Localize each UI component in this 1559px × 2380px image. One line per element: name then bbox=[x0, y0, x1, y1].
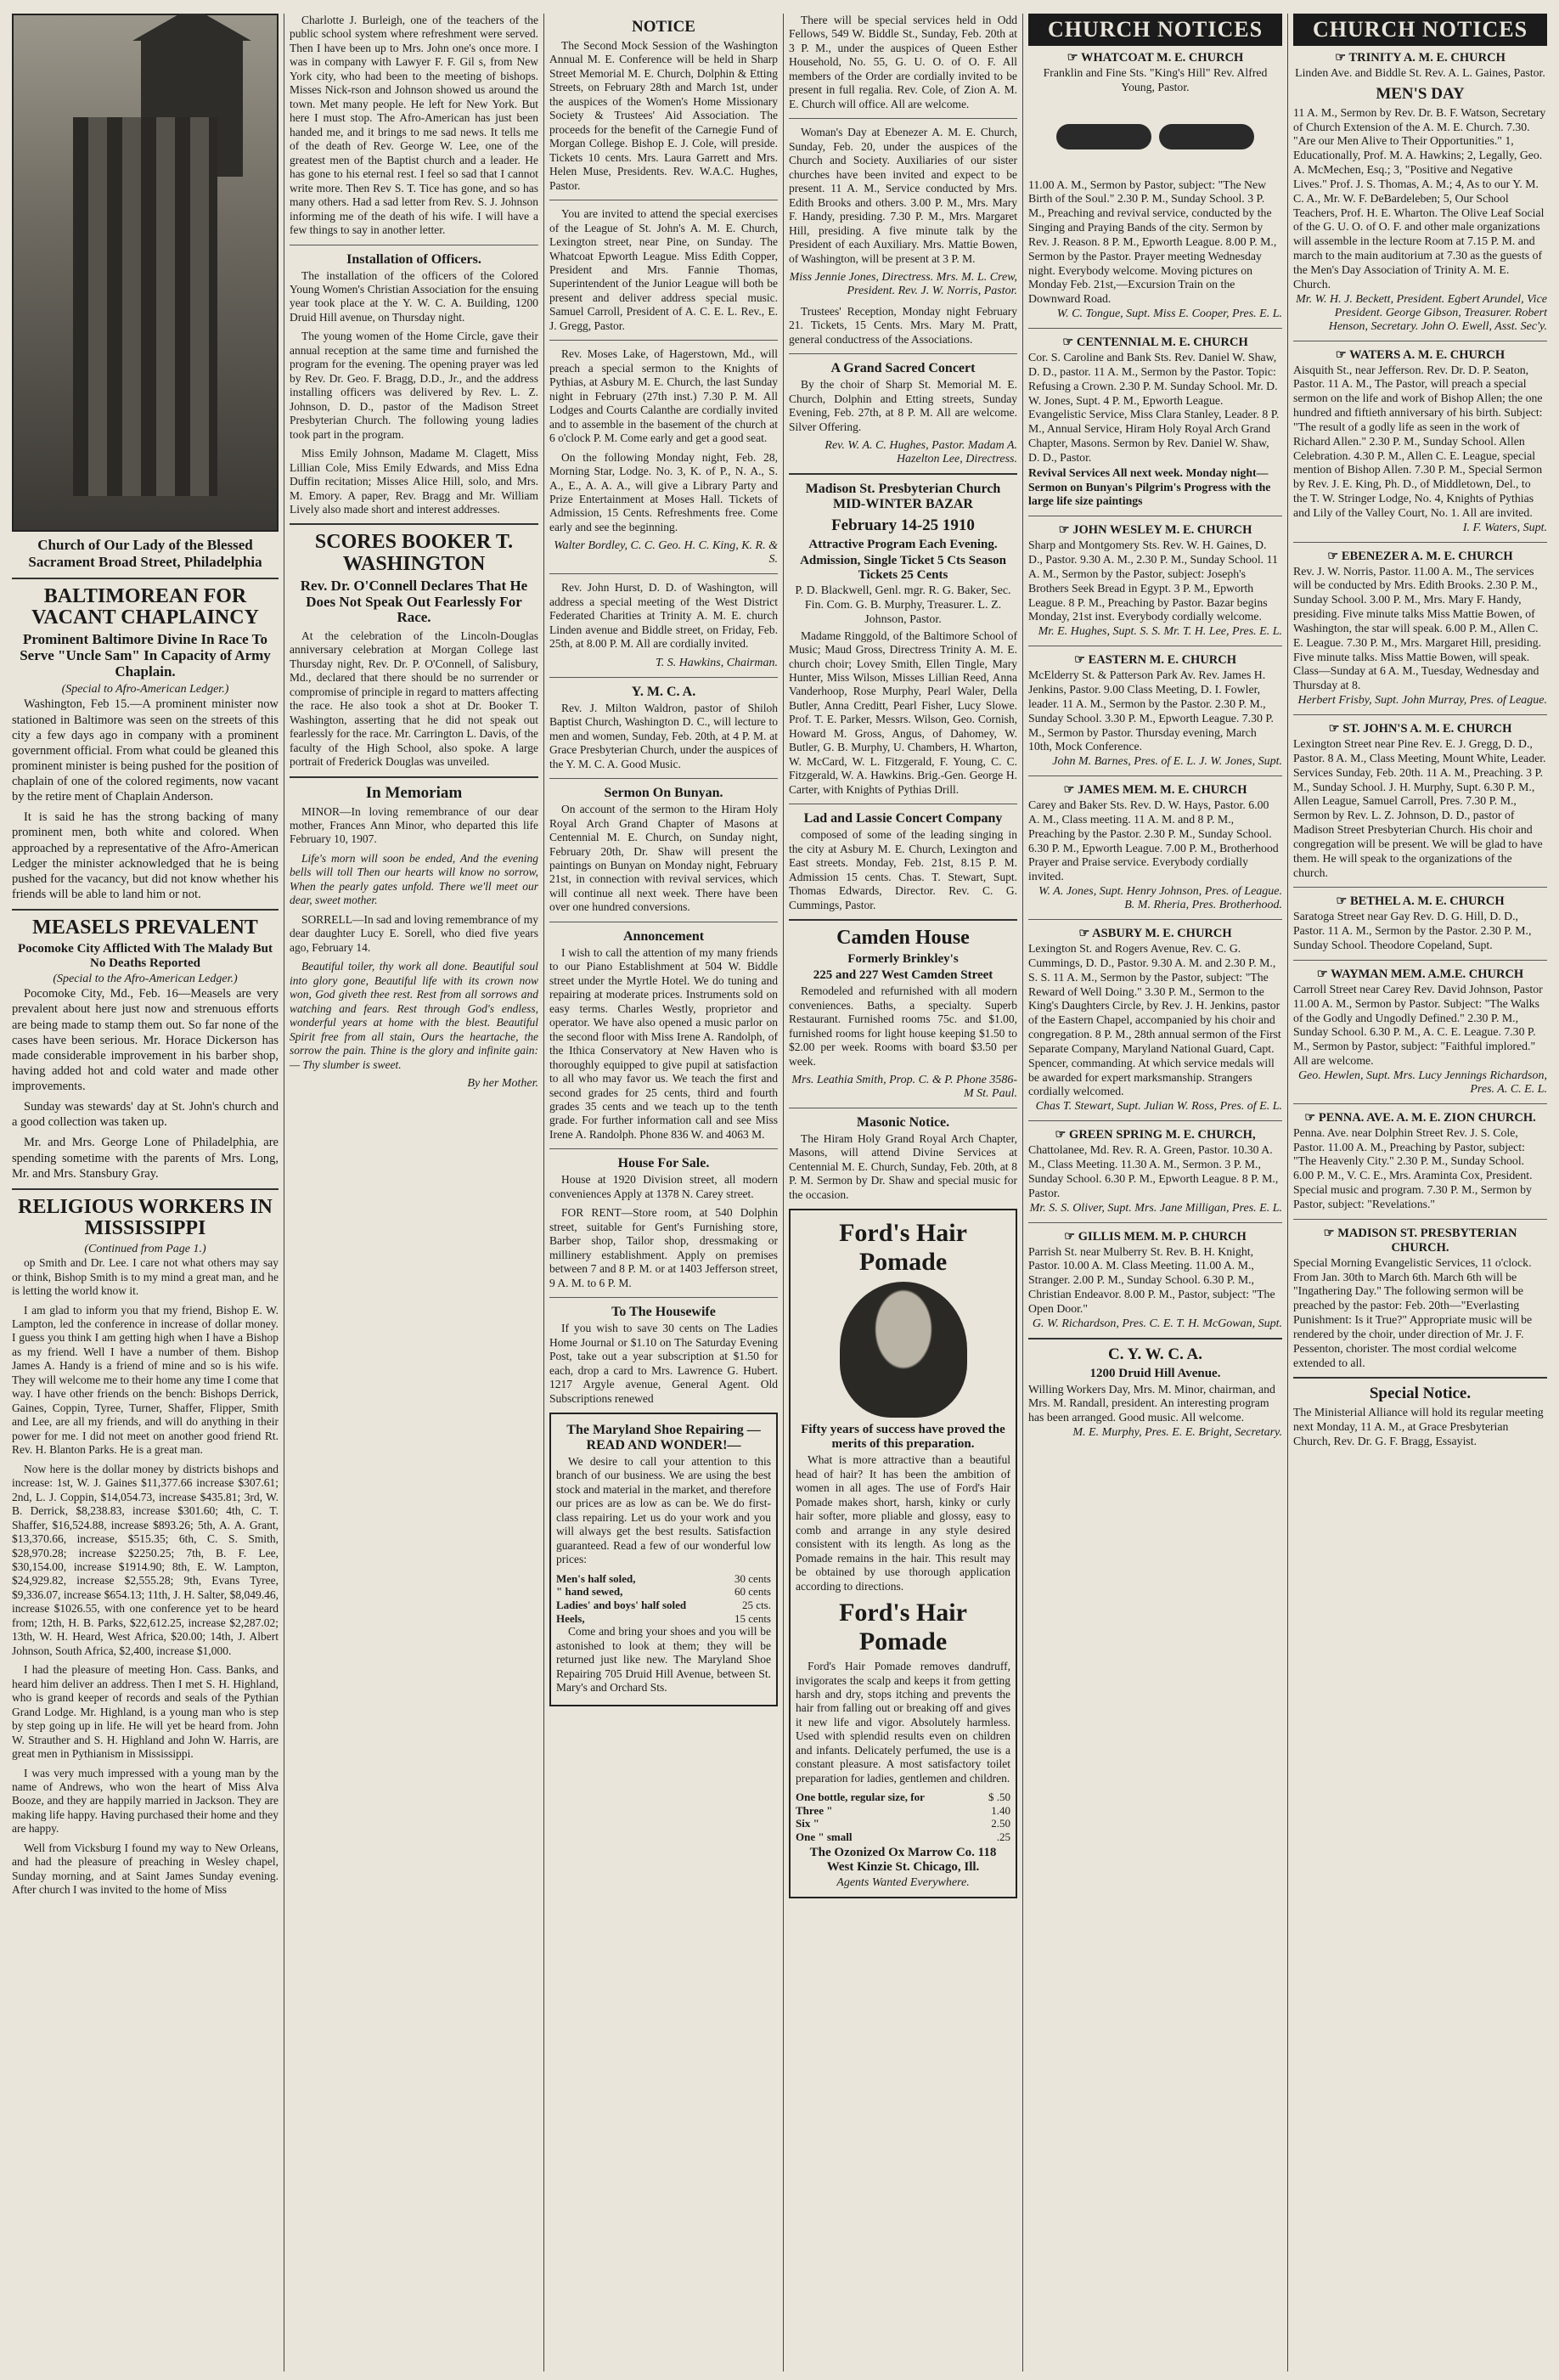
shoe-repair-ad bbox=[549, 1413, 778, 1706]
divider bbox=[12, 1188, 279, 1190]
price-item: Six " bbox=[796, 1817, 819, 1830]
house-sale-paragraph: House at 1920 Division street, all modern conveniences Apply at 1378 N. Carey street. bbox=[549, 1173, 778, 1200]
price-item: Three " bbox=[796, 1803, 833, 1817]
bazar-headline: Madison St. Presbyterian Church MID-WINTER BAZAR bbox=[805, 482, 1001, 512]
camden-paragraph: Remodeled and refurnished with all modern conveniences. Baths, a specialty. Superb Restaurant. Furnished rooms 75c. and $1.00, furnished rooms for light house keeping $1.50 to $2.00 per week. Rooms with board $3.50 per week. bbox=[789, 984, 1017, 1068]
for-rent-paragraph: FOR RENT—Store room, at 540 Dolphin street, suitable for Gent's Furnishing store, Barber shop, Tailor shop, dressmaking or millinery establishment. Apply on premises between 7 and 8 P. M. or at 1403 Jefferson street, 9 A. M. to 6 P. M. bbox=[549, 1206, 778, 1289]
divider bbox=[789, 353, 1017, 354]
memoriam-signature: By her Mother. bbox=[467, 1076, 538, 1090]
church-schedule: McElderry St. & Patterson Park Av. Rev. James H. Jenkins, Pastor. 9.00 Class Meeting, D. I. Fowler, leader. 11 A. M., Sermon by the Pastor. 2.30 P. M., Sunday School. 3.30 P. M., Epworth League. 7.30 P. M., Sermon by Pastor. Thursday evening, March 10th, Mock Conference. bbox=[1028, 668, 1274, 753]
memoriam-headline: In Memoriam bbox=[365, 783, 463, 802]
price-value: 2.50 bbox=[991, 1817, 1010, 1830]
church-heading: ☞ JOHN WESLEY M. E. CHURCH bbox=[1028, 523, 1282, 538]
divider bbox=[1293, 887, 1547, 888]
cywca-paragraph: Willing Workers Day, Mrs. M. Minor, chairman, and Mrs. M. Randall, president. An interesting program has been arranged. Good music. All welcome. bbox=[1028, 1382, 1275, 1424]
church-schedule: Parrish St. near Mulberry St. Rev. B. H. Knight, Pastor. 10.00 A. M. Class Meeting. 11.00 A. M., Stranger. 2.00 P. M., Sunday School. 6.30 P. M., Christian Endeavor. 8.00 P. M., Pastor, subject: "The Open Door." bbox=[1028, 1244, 1275, 1315]
church-address: Franklin and Fine Sts. "King's Hill" Rev. Alfred Young, Pastor. bbox=[1043, 66, 1268, 93]
church-signature: Herbert Frisby, Supt. John Murray, Pres. of League. bbox=[1297, 694, 1547, 708]
church-schedule: Sharp and Montgomery Sts. Rev. W. H. Gaines, D. D., Pastor. 9.30 A. M., 2.30 P. M., Sunday School. 11 A. M., Sermon by the Pastor, subject: Joseph's Brothers Seek Bread in Egypt. 3 P. M., Epworth League. 8 P. M., Preaching by Pastor. Bazar begins Monday, 21st inst. Everybody cordially welcome. bbox=[1028, 539, 1278, 623]
price-value: 60 cents bbox=[734, 1585, 771, 1599]
chaplaincy-deck: Prominent Baltimore Divine In Race To Serve "Uncle Sam" In Capacity of Army Chaplain. bbox=[20, 631, 271, 680]
church-heading: ☞ JAMES MEM. M. E. CHURCH bbox=[1028, 783, 1282, 798]
church-heading: ☞ WATERS A. M. E. CHURCH bbox=[1293, 348, 1547, 363]
measles-paragraph: Sunday was stewards' day at St. John's church and a good collection was taken up. bbox=[12, 1100, 279, 1130]
price-item: One " small bbox=[796, 1830, 853, 1844]
chaplaincy-paragraph: It is said he has the strong backing of many prominent men, both white and colored. When approached by a representative of the Afro-American Ledger the minister acknowledged that he is being pushed for the vacancy, but did not know whether his friends will be able to land him or not. bbox=[12, 810, 279, 901]
shoe-price-row bbox=[556, 1585, 771, 1599]
divider bbox=[789, 473, 1017, 475]
church-signature: Mr. S. S. Oliver, Supt. Mrs. Jane Milligan, Pres. E. L. bbox=[1029, 1201, 1282, 1215]
church-heading: ☞ MADISON ST. PRESBYTERIAN CHURCH. bbox=[1293, 1227, 1547, 1255]
fords-price-row bbox=[796, 1791, 1010, 1804]
divider bbox=[1293, 1219, 1547, 1220]
divider bbox=[290, 776, 538, 778]
church-heading: ☞ EBENEZER A. M. E. CHURCH bbox=[1293, 550, 1547, 564]
church-signature: W. C. Tongue, Supt. Miss E. Cooper, Pres. E. L. bbox=[1056, 307, 1282, 321]
camden-address: 225 and 227 West Camden Street bbox=[813, 968, 993, 983]
divider bbox=[1028, 1222, 1282, 1223]
installation-paragraph: The young women of the Home Circle, gave their annual reception at the same time and furnished the program for the evening. The opening prayer was led by Rev. Dr. Geo. F. Bragg, D.D., Jr., and the address installing officers was delivered by Rev. L. Z. Johnson, D. D., pastor of the Madison Street Presbyterian Church. The following young ladies took part in the program. bbox=[290, 330, 538, 441]
booker-headline: SCORES BOOKER T. WASHINGTON bbox=[314, 531, 514, 575]
church-heading: ☞ ST. JOHN'S A. M. E. CHURCH bbox=[1293, 722, 1547, 736]
notice-paragraph: The Second Mock Session of the Washington Annual M. E. Conference will be held in Sharp Street Memorial M. E. Church, Dolphin & Etting Streets, on February 28th and March 1st, under the auspices of the Women's Home Missionary Society & Trustees' Aid Association. The proceeds for the benefit of the Carnegie Fund of Morgan College. Bishop E. J. Cole, will preside. Tickets 10 cents. Mrs. Laura Garrett and Mrs. Helen Muse, Presidents. Rev. W.A.C. Hughes, Pastor. bbox=[549, 38, 778, 192]
fords-agents: Agents Wanted Everywhere. bbox=[836, 1875, 970, 1889]
divider bbox=[290, 523, 538, 525]
fords-headline-repeat: Ford's Hair Pomade bbox=[839, 1599, 967, 1656]
booker-paragraph: At the celebration of the Lincoln-Douglas anniversary celebration at Morgan College last Thursday night, Rev. Dr. P. O'Connell, of Salisbury, Md., declared that there should be no surrender or compromise of principle in regard to matters affecting the race. He also took a shot at Dr. Booker T. Washington, asserting that he did not speak out fearlessly for the race. Mr. Carrington L. Davis, of the faculty of the High School, also spoke. A large portrait of Frederick Douglas was unveiled. bbox=[290, 629, 538, 769]
measles-deck: Pocomoke City Afflicted With The Malady But No Deaths Reported bbox=[18, 942, 273, 971]
odd-fellows-notice: There will be special services held in Odd Fellows, 549 W. Biddle St., Sunday, Feb. 20th at 3 P. M., under the auspices of Queen Esther Household, No. 55, G. U. O. of O. F. All members of the Order are cordially invited to be present in full regalia. Rev. Cole, of Zion A. M. E. Church will office. All are welcome. bbox=[789, 14, 1017, 110]
price-value: $ .50 bbox=[988, 1791, 1010, 1804]
announcement-paragraph: I wish to call the attention of my many friends to our Piano Establishment at 504 W. Biddle street under the Myrtle Hotel. We do tuning and repairing at moderate prices. Instruments sold on easy terms. Charles Westly, proprietor and operator. We have also opened a music parlor on the second floor with Miss Irene A. Randolph, of the Ithica Conservatory at New Haven who is thoroughly equipped to give pupil at satisfaction to all who may favor us. We teach the first and second grades for 25 cents, third and fourth grades 35 cents and we teach up to the tenth grade. For further information call and see Miss Irene A. Randolph. Phone 836 W. and 4063 M. bbox=[549, 945, 778, 1141]
price-value: 25 cts. bbox=[742, 1598, 771, 1611]
camden-headline: Camden House bbox=[836, 927, 970, 950]
price-item: " hand sewed, bbox=[556, 1585, 623, 1599]
league-invitation: You are invited to attend the special exercises of the League of St. John's A. M. E. Church, Lexington street, near Pine, on Sunday. The Whatcoat Epworth League. Miss Edith Copper, President and Mrs. Fannie Thomas, Superintendent of the Junior League will both be present and deliver address special music. Samuel Carroll, President of A. C. E. L. Rev., E. J. Gregg, Pastor. bbox=[549, 207, 778, 332]
church-heading: ☞ BETHEL A. M. E. CHURCH bbox=[1293, 894, 1547, 909]
divider bbox=[1293, 1377, 1547, 1379]
church-heading: ☞ ASBURY M. E. CHURCH bbox=[1028, 927, 1282, 941]
religious-paragraph: Now here is the dollar money by districts bishops and increase: 1st, W. J. Gaines $11,377.66 increase $307.61; 2nd, L. J. Coppin, $14,054.73, increase $435.81; 3rd, W. B. Derrick, $8,238.83, increase $301.60; 4th, C. T. Shaffer, $16,524.88, increase $893.26; 5th, A. A. Grant, $13,370.66, increase, $515.35; 6th, C. S. Smith, $28,970.28; increase $2250.25; 7th, B. F. Lee, $30,154.00, increase $1914.90; 8th, E. W. Lampton, $24,929.82, increase $2,555.28; 9th, Evans Tyree, $9,336.07, increase $654.13; 11th, J. H. Salter, $8,049.46, increase $1026.55, with one conference yet to be heard from; 12th, H. B. Parks, $22,612.25, increase $2,287.02; 13th, W. H. Heard, West Africa, $20.00; 14th, J. Albert Johnson, South Africa, $2,400, increase $1,000. bbox=[12, 1462, 279, 1657]
price-item: Heels, bbox=[556, 1611, 585, 1625]
photo-caption: Church of Our Lady of the Blessed Sacrament Broad Street, Philadelphia bbox=[28, 537, 262, 570]
chaplaincy-dateline: (Special to Afro-American Ledger.) bbox=[61, 683, 229, 697]
house-sale-headline: House For Sale. bbox=[617, 1156, 710, 1171]
chaplaincy-headline: BALTIMOREAN FOR VACANT CHAPLAINCY bbox=[31, 585, 259, 629]
religious-paragraph: Well from Vicksburg I found my way to New Orleans, and had the pleasure of preaching in Wesley chapel, Sunday morning, and at Saint James Sunday evening. After church I was invited to the home of Miss bbox=[12, 1841, 279, 1897]
housewife-headline: To The Housewife bbox=[611, 1305, 716, 1320]
fords-company: The Ozonized Ox Marrow Co. 118 West Kinzie St. Chicago, Ill. bbox=[809, 1845, 997, 1874]
concert-headline: A Grand Sacred Concert bbox=[830, 361, 976, 376]
bazar-admission: Admission, Single Ticket 5 Cts Season Tickets 25 Cents bbox=[800, 554, 1006, 583]
measles-headline: MEASELS PREVALENT bbox=[32, 916, 258, 939]
church-heading: ☞ WHATCOAT M. E. CHURCH bbox=[1028, 51, 1282, 65]
divider bbox=[1293, 1103, 1547, 1104]
divider bbox=[789, 919, 1017, 921]
camden-signature: Mrs. Leathia Smith, Prop. C. & P. Phone 3586-M St. Paul. bbox=[791, 1074, 1017, 1101]
religious-headline: RELIGIOUS WORKERS IN MISSISSIPPI bbox=[18, 1195, 273, 1239]
church-signature: W. A. Jones, Supt. Henry Johnson, Pres. of League. B. M. Rheria, Pres. Brotherhood. bbox=[1038, 885, 1282, 912]
church-heading: ☞ TRINITY A. M. E. CHURCH bbox=[1293, 51, 1547, 65]
church-schedule: 11 A. M., Sermon by Rev. Dr. B. F. Watson, Secretary of Church Extension of the A. M. E. Church. 7.30. "Are our Men Alive to Their Opportunities." 1, Educationally, Prof. M. A. Hawkins; 2, Legally, Geo. A. McMechen, Esq.; 3, "Positive and Negative Lives." Prof. J. S. Thomas, A. M.; 4, As to our Y. M. C. A., Mr. W. F. DeBardeleben; 5, Our School Teachers, Prof. H. E. Wharton. The Olive Leaf Social of the G. U. O. of O. F. and other male organizations will assemble in the lecture Room at 7.15 P. M. and march to the main auditorium at 7.30 as the guests of the Men's Day Association of Trinity A. M. E. Church. bbox=[1293, 105, 1546, 290]
womens-day-signature: Miss Jennie Jones, Directress. Mrs. M. L. Crew, President. Rev. J. W. Norris, Pastor. bbox=[789, 270, 1017, 297]
church-schedule: Lexington Street near Pine Rev. E. J. Gregg, D. D., Pastor. 8 A. M., Class Meeting, Mount White, Leader. Services Sunday, Feb. 20th. 11 A. M., Preaching. 3 P. M., Sunday School. J. H. Murphy, Supt. 6.30 P. M., Allen League, Samuel Carroll, Pres. 7.30 P. M., Sermon by Rev. L. Z. Johnson, D. D., pastor of Madison Street Presbyterian Church. His choir and congregation will be present. We will be glad to have them. He will speak to the organizations of the church. bbox=[1293, 737, 1546, 879]
religious-paragraph: I am glad to inform you that my friend, Bishop E. W. Lampton, led the conference in increase of dollar money. I guess you think I am getting high when I have a Bishop as my friend. Well I have a number of them. Bishop James A. Handy is a friend of mine and so is his wife. They will welcome me to their home any time I come that way. I have other friends on the bench: Bishops Derrick, Gaines, Coppin, Tyree, Turner, Shaffer, Flipper, Smith and Lee, are all my friends, and will do anything in their power for me. I did not meet on another good friend Rt. Rev. H. Blanton Parks. He is a great man. bbox=[12, 1303, 279, 1457]
church-address: Linden Ave. and Biddle St. Rev. A. L. Gaines, Pastor. bbox=[1295, 66, 1545, 79]
bazar-subtitle: Attractive Program Each Evening. bbox=[808, 538, 998, 552]
memoriam-entry: SORRELL—In sad and loving remembrance of my dear daughter Lucy E. Sorell, who died five years ago, February 14. bbox=[290, 912, 538, 954]
church-signature: G. W. Richardson, Pres. C. E. T. H. McGowan, Supt. bbox=[1032, 1317, 1282, 1330]
cywca-headline: C. Y. W. C. A. bbox=[1107, 1345, 1203, 1363]
column-6 bbox=[1287, 14, 1552, 2372]
memoriam-verse: Beautiful toiler, thy work all done. Beautiful soul into glory gone, Beautiful life with its crown now won, God giveth thee rest. Rest from all sorrows and watching and fears. Rest through God's endless, wonderful years at home with the blest. Beautiful Spirit free from all stain, Ours the heartache, the sorrow the pain. Thine is the glory and infinite gain:— Thy slumber is sweet. bbox=[290, 960, 538, 1071]
church-schedule: Penna. Ave. near Dolphin Street Rev. J. S. Cole, Pastor. 11.00 A. M., Preaching by Pastor, subject: "The Heavenly City." 2.30 P. M., Sunday School. 6.00 P. M., V. C. E., Mrs. Araminta Cox, President. Special music and program. 7.30 P. M., Sermon by Pastor, subject: "Revelations." bbox=[1293, 1125, 1533, 1210]
shoe-price-row bbox=[556, 1612, 771, 1626]
masonic-headline: Masonic Notice. bbox=[856, 1115, 950, 1131]
ymca-headline: Y. M. C. A. bbox=[631, 684, 696, 699]
shoe-repair-paragraph: We desire to call your attention to this branch of our business. We are using the best stock and material in the market, and therefore our prices are as low as can be. We do first-class repairing. Let us do your work and you will always get the best results. Satisfaction guaranteed. Read a few of our wonderful low prices: bbox=[556, 1454, 771, 1566]
church-heading: ☞ EASTERN M. E. CHURCH bbox=[1028, 653, 1282, 668]
bazar-officers: P. D. Blackwell, Genl. mgr. R. G. Baker, Sec. Fin. Com. G. B. Murphy, Treasurer. L. Z. Johnson, Pastor. bbox=[795, 584, 1011, 626]
shoe-price-row bbox=[556, 1599, 771, 1612]
church-notices-header: CHURCH NOTICES bbox=[1293, 14, 1547, 46]
fords-pomade-ad bbox=[789, 1209, 1017, 1898]
church-schedule: Saratoga Street near Gay Rev. D. G. Hill, D. D., Pastor. 11 A. M., Sermon by the Pastor. 2.30 P. M., Sunday School. Theodore Copeland, Supt. bbox=[1293, 910, 1532, 952]
divider bbox=[549, 778, 778, 779]
divider bbox=[1028, 919, 1282, 920]
special-notice-paragraph: The Ministerial Alliance will hold its regular meeting next Monday, 11 A. M., at Grace Presbyterian Church, Rev. Dr. G. F. Bragg, Essayist. bbox=[1293, 1406, 1544, 1448]
divider bbox=[1028, 328, 1282, 329]
price-value: 30 cents bbox=[734, 1571, 771, 1585]
divider bbox=[1293, 960, 1547, 961]
cywca-address: 1200 Druid Hill Avenue. bbox=[1089, 1366, 1221, 1380]
fords-tagline: Fifty years of success have proved the merits of this preparation. bbox=[801, 1423, 1005, 1452]
fords-paragraph: What is more attractive than a beautiful head of hair? It has been the ambition of women in all ages. The use of Ford's Hair Pomade makes short, harsh, kinky or curly hair softer, more pliable and glossy, easy to comb and arrange in any style desired consistent with its length. As long as the Pomade remains in the hair. This result may be obtained by use thorough application according to directions. bbox=[796, 1453, 1010, 1593]
charities-signature: T. S. Hawkins, Chairman. bbox=[655, 656, 778, 669]
fords-price-row bbox=[796, 1804, 1010, 1818]
fords-price-row bbox=[796, 1830, 1010, 1844]
religious-paragraph: I had the pleasure of meeting Hon. Cass. Banks, and heard him deliver an address. Then I met S. H. Highland, who is grand keeper of records and seals of the Pythian Grand Lodge. Mr. Highland, is a young man who is step by step going up in life. He will yet be heard from. John W. Strauther and S. H. Highland and John W. Harris, are great men in Pythianism in Mississippi. bbox=[12, 1663, 279, 1761]
price-item: Men's half soled, bbox=[556, 1571, 636, 1585]
chaplaincy-paragraph: Washington, Feb 15.—A prominent minister now stationed in Baltimore was seen on the streets of this city a few days ago in company with a prominent government official. From what could be gleaned this prominent minister is being pushed for the position of chaplain of one of the colored regiments, now vacant by the retire ment of Chaplain Anderson. bbox=[12, 697, 279, 804]
church-heading: ☞ CENTENNIAL M. E. CHURCH bbox=[1028, 336, 1282, 350]
price-value: .25 bbox=[996, 1830, 1010, 1844]
church-notices-header: CHURCH NOTICES bbox=[1028, 14, 1282, 46]
installation-paragraph: The installation of the officers of the Colored Young Women's Christian Association for the ensuing year took place at the Y. W. C. A. Building, 1200 Druid Hill avenue, on Thursday night. bbox=[290, 268, 538, 324]
womens-day-paragraph: Woman's Day at Ebenezer A. M. E. Church, Sunday, Feb. 20, under the auspices of the Church and Society. Auxiliaries of our sister churches have been invited and expect to be present. 11 A. M., Service conducted by Mrs. Edith Brooks and others. 3.00 P. M., Mrs. Mary F. Handy, presiding. 7.30 P. M., Mrs. Margaret Hill, presiding. A five minute talk by the President of each Auxiliary. Mrs. Mattie Bowen, of Washington, will be present at 3 P. M. bbox=[789, 126, 1017, 265]
church-schedule: Carey and Baker Sts. Rev. D. W. Hays, Pastor. 6.00 A. M., Class meeting. 11 A. M. and 8 P. M., Preaching by the Pastor. 2.30 P. M., Sunday School. 6.30 P. M., Epworth League. 7.00 P. M., Brotherhood Prayer and Praise service. Everybody cordially invited. bbox=[1028, 798, 1279, 883]
church-heading: ☞ GILLIS MEM. M. P. CHURCH bbox=[1028, 1230, 1282, 1244]
measles-paragraph: Mr. and Mrs. George Lone of Philadelphia, are spending sometime with the parents of Mrs. Long, Mr. and Mrs. Stansbury Gray. bbox=[12, 1136, 279, 1181]
divider bbox=[12, 909, 279, 911]
church-signature: Chas T. Stewart, Supt. Julian W. Ross, Pres. of E. L. bbox=[1035, 1100, 1282, 1114]
church-schedule: Rev. J. W. Norris, Pastor. 11.00 A. M., The services will be conducted by Mrs. Edith Brooks. 2.30 P. M., Sunday School. 3.00 P. M., Mrs. Mary F. Handy, presiding. Five minute talks Miss Mattie Bowen, of Washington, the star will speak. 6.00 P. M., Allen C. E. League. 7.30 P. M., Mrs. Margaret Hill, presiding. Five minute talks. Miss Mattie Bowen, will speak. Class—Sunday at 6 A. M., Tuesday, Wednesday and Thursday at 8. bbox=[1293, 564, 1542, 692]
fords-price-row bbox=[796, 1817, 1010, 1830]
column-2 bbox=[284, 14, 543, 2372]
camden-subtitle: Formerly Brinkley's bbox=[847, 952, 959, 967]
price-item: Ladies' and boys' half soled bbox=[556, 1598, 687, 1611]
installation-paragraph: Miss Emily Johnson, Madame M. Clagett, Miss Lillian Cole, Miss Emily Edwards, and Miss Edna Duffin recitation; Misses Alice Hill, solo, and Mrs. M. Emory. A paper, Rev. Bragg and Mr. William Lively also made short and interest addresses. bbox=[290, 447, 538, 516]
clasped-hands-illustration bbox=[1056, 99, 1254, 175]
divider bbox=[1293, 714, 1547, 715]
column-5 bbox=[1022, 14, 1287, 2372]
woman-portrait-illustration bbox=[840, 1282, 967, 1418]
shoe-repair-footer: Come and bring your shoes and you will be astonished to look at them; they will be returned just like new. The Maryland Shoe Repairing 705 Druid Hill Avenue, between St. Mary's and Orchard Sts. bbox=[556, 1625, 771, 1694]
divider bbox=[549, 1297, 778, 1298]
price-item: One bottle, regular size, for bbox=[796, 1791, 925, 1804]
church-schedule: Cor. S. Caroline and Bank Sts. Rev. Daniel W. Shaw, D. D., pastor. 11 A. M., Sermon by the Pastor. Topic: Refusing a Crown. 2.30 P. M. Sunday School. Mr. D. W. Jones, Supt. 4 P. M., Epworth League. Evangelistic Service, Miss Clara Stanley, Leader. 8 P. M., Annual Service, Hiram Holy Royal Arch Grand Chapter, Masons. Sermon by Rev. Daniel W. Shaw, D. D., Pastor. bbox=[1028, 351, 1280, 464]
pythias-signature: Walter Bordley, C. C. Geo. H. C. King, K. R. & S. bbox=[554, 539, 778, 567]
price-value: 15 cents bbox=[734, 1611, 771, 1625]
divider bbox=[1028, 1120, 1282, 1121]
masonic-paragraph: The Hiram Holy Grand Royal Arch Chapter, Masons, will attend Divine Services at Centennial M. E. Church, Sunday, Feb. 20th, at 8 P. M. Sermon by Dr. Shaw and special music for the occasion. bbox=[789, 1132, 1017, 1201]
bunyan-headline: Sermon On Bunyan. bbox=[604, 786, 723, 801]
mens-day-headline: MEN'S DAY bbox=[1376, 84, 1465, 103]
church-signature: Geo. Hewlen, Supt. Mrs. Lucy Jennings Richardson, Pres. A. C. E. L. bbox=[1297, 1069, 1547, 1096]
price-value: 1.40 bbox=[991, 1803, 1010, 1817]
installation-headline: Installation of Officers. bbox=[346, 251, 481, 267]
continued-letter: Charlotte J. Burleigh, one of the teachers of the public school system where refreshment were served. Then I have been up to Mrs. John one's once more. I was in company with Lawyer F. F. Gil s, from New York city, who had been to the meeting of bishops. Misses Nick-rson and Johnson showed us around the town. Met many people. He left for New York. But here I must stop. The Afro-American has just been handed me, and it brings to me sad news. It tells me of the death of Rev. George W. Lee, one of the greatest men of the Baptist church and a leader. He has gone to his eternal rest. I feel so sad that I cannot write more. Then Rev S. T. Tice has gone, and so has many others. Had a sad letter from Rev. S. J. Johnson informing me of the death of his wife. I will have a few things to say in another letter. bbox=[290, 14, 538, 237]
measles-paragraph: Pocomoke City, Md., Feb. 16—Measels are very prevalent about here just now and strenuous efforts are being made to stamp them out. So far none of the cases have been serious. Mr. Horace Dickerson has made considerable improvement in his barber shop, having added hot and cold water and made other improvements. bbox=[12, 987, 279, 1093]
concert-paragraph: By the choir of Sharp St. Memorial M. E. Church, Dolphin and Etting streets, Sunday Evening, Feb. 27th, at 8 P. M. All are welcome. Silver Offering. bbox=[789, 378, 1017, 433]
concert-signature: Rev. W. A. C. Hughes, Pastor. Madam A. Hazelton Lee, Directress. bbox=[825, 439, 1017, 466]
religious-paragraph: op Smith and Dr. Lee. I care not what others may say or think, Bishop Smith is to my mind a great man, and he is letting the world know it. bbox=[12, 1256, 279, 1298]
pythias-sermon: Rev. Moses Lake, of Hagerstown, Md., will preach a special sermon to the Knights of Pythias, at Asbury M. E. Church, the last Sunday night in February (27th inst.) 7.30 P. M. All Lodges and Courts Calanthe are cordially invited and to assemble in the basement of the church at 6 o'clock P. M. Come early and get a good seat. bbox=[549, 347, 778, 445]
announcement-headline: Annoncement bbox=[622, 928, 705, 944]
shoe-price-row bbox=[556, 1572, 771, 1586]
lad-lassie-paragraph: composed of some of the leading singing in the city at Asbury M. E. Church, Lexington and East streets. Monday, Feb. 21st, 8.15 P. M. Admission 15 cents. Chas. T. Stewart, Supt. Thomas Edwards, Director. Rev. C. G. Cummings, Pastor. bbox=[789, 828, 1017, 911]
column-4 bbox=[783, 14, 1022, 2372]
bunyan-paragraph: On account of the sermon to the Hiram Holy Royal Arch Grand Chapter of Masons at Centennial M. E. Church, on Sunday night, February 20th, Dr. Shaw will present the paintings on Bunyan on Monday night, February 21st, in connection with revival services, which will continue all next week. There have been over one hundred conversions. bbox=[549, 803, 778, 914]
bazar-dates: February 14-25 1910 bbox=[831, 516, 975, 535]
fords-headline: Ford's Hair Pomade bbox=[839, 1219, 967, 1277]
church-facade-shape bbox=[73, 117, 217, 496]
church-signature: Mr. E. Hughes, Supt. S. S. Mr. T. H. Lee, Pres. E. L. bbox=[1038, 625, 1282, 639]
divider bbox=[1293, 542, 1547, 543]
church-heading: ☞ PENNA. AVE. A. M. E. ZION CHURCH. bbox=[1293, 1111, 1547, 1125]
housewife-paragraph: If you wish to save 30 cents on The Ladies Home Journal or $1.10 on The Saturday Evening Post, take out a year subscription at $1.50 for each, drop a card to Mrs. Lawrence G. Hubert. 1217 Argyle avenue, General Agent. Old Subscriptions renewed bbox=[549, 1322, 778, 1405]
booker-deck: Rev. Dr. O'Connell Declares That He Does Not Speak Out Fearlessly For Race. bbox=[300, 577, 528, 626]
bazar-paragraph: Madame Ringgold, of the Baltimore School of Music; Maud Gross, Directress Trinity A. M. E. church choir; Lovey Smith, Ellen Tingle, Mary Hunter, Miss Wilson, Misses Lillian Reed, Anna Vanderhoop, Rose Murphy, Pearl Waler, Della Butler, Anna Creditt, Pearl Fisher, Lucy Slowe. Prof. T. E. Parker, Messrs. Wilson, Geo. Cornish, Howard M. Gross, Angus, of Dahomey, W. Butler, G. B. Murphy, U. Chambers, H. Wharton, W. McCard, W. L. Fitzgerald, F. Young, C. C. Fitzgerald, W. A. Hawkins. Brig.-Gen. George H. Carter, with Knights of Pythias Drill. bbox=[789, 629, 1017, 796]
divider bbox=[12, 578, 279, 579]
church-schedule: Lexington St. and Rogers Avenue, Rev. C. G. Cummings, D. D., Pastor. 9.30 A. M. and 2.30 P. M., S. S. 11 A. M., Sermon by the Pastor, subject: "The Reward of Well Doing." 3.30 P. M., Sermon to the King's Daughters Circle, by Rev. J. H. Jenkins, pastor of the Eastern Chapel, accompanied by his choir and congregation. 8 P. M., 28th annual sermon of the First Separate Company, Maryland National Guard, Capt. Spencer, commanding. At which service medals will be awarded for expert marksmanship. Strangers cordially welcomed. bbox=[1028, 942, 1281, 1098]
column-1 bbox=[7, 14, 284, 2372]
church-signature: John M. Barnes, Pres. of E. L. J. W. Jones, Supt. bbox=[1052, 755, 1282, 769]
divider bbox=[549, 573, 778, 574]
column-3 bbox=[543, 14, 783, 2372]
ymca-paragraph: Rev. J. Milton Waldron, pastor of Shiloh Baptist Church, Washington D. C., will lecture to men and women, Sunday, Feb. 20th, at 4 P. M. at Grace Presbyterian Church, under the auspices of the Y. M. C. A. Good Music. bbox=[549, 701, 778, 770]
church-schedule: Carroll Street near Carey Rev. David Johnson, Pastor 11.00 A. M., Sermon by Pastor. Subject: "The Walks of the Godly and Ungodly Defined." 2.30 P. M., Sunday School. 6.30 P. M., A. C. E. League. 7.30 P. M., Sermon by Pastor, subject: "Faithful implored." All are welcome. bbox=[1293, 982, 1543, 1067]
divider bbox=[1028, 1338, 1282, 1339]
church-schedule: Aisquith St., near Jefferson. Rev. Dr. D. P. Seaton, Pastor. 11 A. M., The Pastor, will preach a special sermon on the life and work of Bishop Allen; the one hundred and fiftieth anniversary of his birth. Subject: "The result of a godly life as seen in the work of Richard Allen." 2.30 P. M., Sunday School. Allen Celebration. 4.30 P. M., Allen C. E. League, special mention of Bishop Allen. 7.30 P. M., Special Sermon by Rev. J. E. King, Ph. D., of Middletown, Del., to the T. W. Stringer Lodge, No. 4, Knights of Pythias and Lily of the Valley Court, No. 1. All are invited. bbox=[1293, 363, 1543, 519]
church-signature: Mr. W. H. J. Beckett, President. Egbert Arundel, Vice President. George Gibson, Treasurer. Robert Henson, Secretary. John O. Ewell, Asst. Sec'y. bbox=[1296, 292, 1547, 333]
divider bbox=[549, 1148, 778, 1149]
divider bbox=[549, 677, 778, 678]
cywca-signature: M. E. Murphy, Pres. E. E. Bright, Secretary. bbox=[1072, 1426, 1282, 1440]
shoe-repair-headline: The Maryland Shoe Repairing —READ AND WONDER!— bbox=[566, 1422, 761, 1452]
memoriam-entry: MINOR—In loving remembrance of our dear mother, Frances Ann Minor, who departed this life February 10, 1907. bbox=[290, 804, 538, 846]
religious-paragraph: I was very much impressed with a young man by the name of Andrews, who won the heart of Miss Alva Booze, and they are happily married in Jackson. They are making life happy. Having purchased their home and they are happy. bbox=[12, 1766, 279, 1836]
religious-continued: (Continued from Page 1.) bbox=[84, 1243, 206, 1256]
trustees-reception: Trustees' Reception, Monday night February 21. Tickets, 15 Cents. Mrs. Mary M. Pratt, general conductress of the Associations. bbox=[789, 304, 1017, 346]
fords-paragraph: Ford's Hair Pomade removes dandruff, invigorates the scalp and keeps it from getting harsh and dry, stops itching and prevents the hair from falling out or breaking off and gives it new life and vigor. Absolutely harmless. Used with splendid results even on children and infants. Delicately perfumed, the use is a constant pleasure. A most satisfactory toilet preparation for ladies, gentlemen and children. bbox=[796, 1660, 1010, 1785]
church-heading: ☞ WAYMAN MEM. A.M.E. CHURCH bbox=[1293, 967, 1547, 982]
divider bbox=[1028, 775, 1282, 776]
church-schedule: Special Morning Evangelistic Services, 11 o'clock. From Jan. 30th to March 6th. March 6th will be "Ingathering Day." The following sermon will be preached by the pastor: Feb. 20th—"Everlasting Punishment: Is it True?" Appropriate music will be rendered by the choir, under direction of Mr. J. F. Pessenton, chorister. The most cordial welcome extended to all. bbox=[1293, 1255, 1533, 1369]
divider bbox=[549, 340, 778, 341]
lad-lassie-headline: Lad and Lassie Concert Company bbox=[803, 811, 1003, 826]
library-party: On the following Monday night, Feb. 28, Morning Star, Lodge. No. 3, K. of P., N. A., S. A., E., A. A. A., will give a Library Party and Prize Entertainment at Moses Hall. Tickets of Admission, 15 Cents. Refreshments free. Come early and see the beginning. bbox=[549, 450, 778, 533]
measles-dateline: (Special to the Afro-American Ledger.) bbox=[53, 973, 238, 986]
memoriam-verse: Life's morn will soon be ended, And the evening bells will toll Then our hearts will know no sorrow, When the pearly gates unfold. There we'll meet our dear, sweet mother. bbox=[290, 851, 538, 907]
charities-notice: Rev. John Hurst, D. D. of Washington, will address a special meeting of the West District Federated Charities at Trinity A. M. E. church Linden avenue and Biddle street, on Friday, Feb. 25th, at 8.00 P. M. All are cordially invited. bbox=[549, 581, 778, 651]
church-revival: Revival Services All next week. Monday night—Sermon on Bunyan's Pilgrim's Progress with the large life size paintings bbox=[1028, 465, 1271, 508]
church-signature: I. F. Waters, Supt. bbox=[1462, 521, 1547, 534]
notice-headline: NOTICE bbox=[632, 18, 695, 36]
divider bbox=[789, 118, 1017, 119]
church-heading: ☞ GREEN SPRING M. E. CHURCH, bbox=[1028, 1128, 1282, 1142]
special-notice-headline: Special Notice. bbox=[1369, 1385, 1472, 1403]
church-schedule: 11.00 A. M., Sermon by Pastor, subject: "The New Birth of the Soul." 2.30 P. M., Sunday School. 3 P. M., Preaching and revival service, conducted by the Singing and Praying Bands of the city. Sermon by Rev. J. Reason. 8 P. M., Epworth League. 8.00 P. M., Sermon by the Pastor. Prayer meeting Wednesday night. Everybody welcome. Moving pictures on Monday Feb. 21st,—Excursion Train on the Downward Road. bbox=[1028, 178, 1277, 306]
church-photo bbox=[12, 14, 279, 532]
church-schedule: Chattolanee, Md. Rev. R. A. Green, Pastor. 10.30 A. M., Class Meeting. 11.30 A. M., Sermon. 3 P. M., Sunday School. 6.30 P. M., Epworth League. 8 P. M., Pastor. bbox=[1028, 1143, 1279, 1199]
